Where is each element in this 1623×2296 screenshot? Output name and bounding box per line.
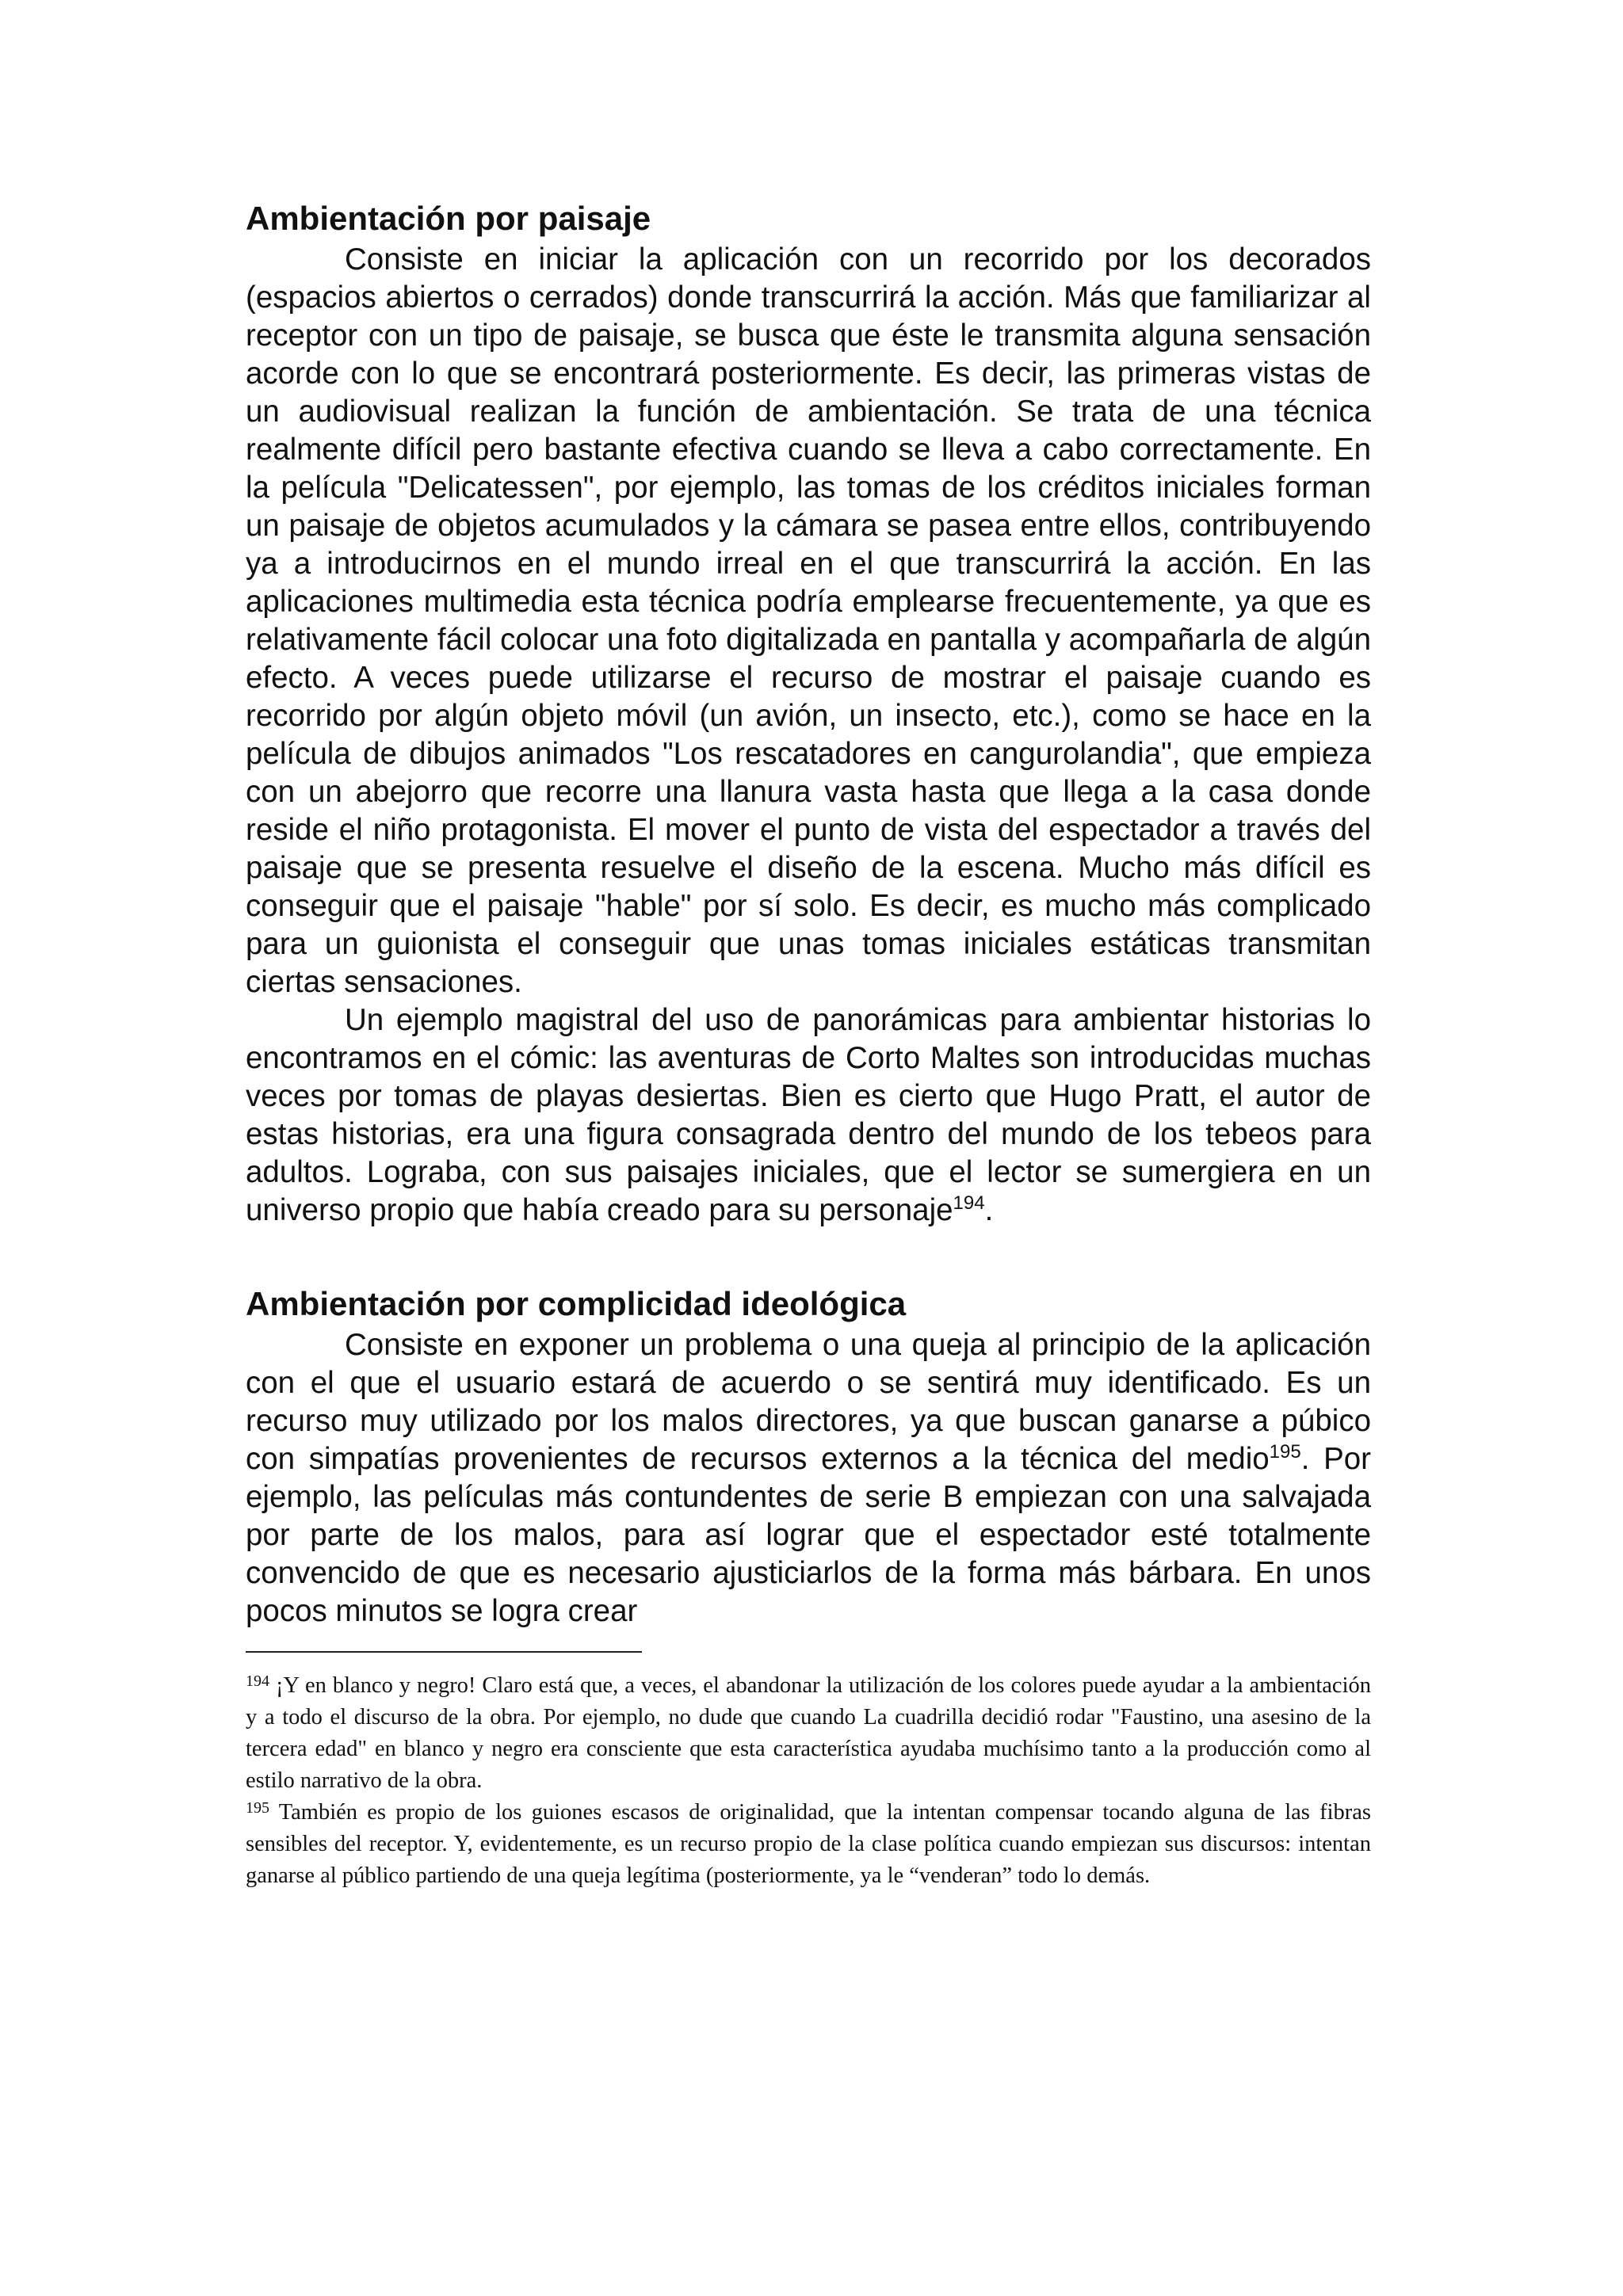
sentence-end: . bbox=[984, 1193, 994, 1227]
footnote-194 bbox=[246, 1670, 1371, 1797]
footnote-divider bbox=[246, 1651, 642, 1653]
section-heading-complicidad: Ambientación por complicidad ideológica bbox=[246, 1285, 907, 1322]
footnote-text: También es propio de los guiones escasos de originalidad, que la intentan compensar tocando alguna de las fibras sensibles del receptor. Y, evidentemente, es un recurso propio de la clase política cuando empiezan sus discursos: intentan ganarse al público partiendo de una queja legítima (posteriormente, ya le “venderan” todo lo demás. bbox=[246, 1800, 1371, 1888]
body-paragraph: Consiste en iniciar la aplicación con un recorrido por los decorados (espacios abiertos o cerrados) donde transcurrirá la acción. Más que familiarizar al receptor con un tipo de paisaje, se busca que éste le transmita alguna sensación acorde con lo que se encontrará posteriormente. Es decir, las primeras vistas de un audiovisual realizan la función de ambientación. Se trata de una técnica realmente difícil pero bastante efectiva cuando se lleva a cabo correctamente. En la película "Delicatessen", por ejemplo, las tomas de los créditos iniciales forman un paisaje de objetos acumulados y la cámara se pasea entre ellos, contribuyendo ya a introducirnos en el mundo irreal en el que transcurrirá la acción. En las aplicaciones multimedia esta técnica podría emplearse frecuentemente, ya que es relativamente fácil colocar una foto digitalizada en pantalla y acompañarla de algún efecto. A veces puede utilizarse el recurso de mostrar el paisaje cuando es recorrido por algún objeto móvil (un avión, un insecto, etc.), como se hace en la película de dibujos animados "Los rescatadores en cangurolandia", que empieza con un abejorro que recorre una llanura vasta hasta que llega a la casa donde reside el niño protagonista. El mover el punto de vista del espectador a través del paisaje que se presenta resuelve el diseño de la escena. Mucho más difícil es conseguir que el paisaje "hable" por sí solo. Es decir, es mucho más complicado para un guionista el conseguir que unas tomas iniciales estáticas transmitan ciertas sensaciones. bbox=[246, 242, 1371, 999]
footnotes bbox=[246, 1670, 1371, 1892]
body-paragraph-text: . Por ejemplo, las películas más contundentes de serie B empiezan con una salvajada por parte de los malos, para así lograr que el espectador esté totalmente convencido de que es necesario ajusticiarlos de la forma más bárbara. En unos pocos minutos se logra crear bbox=[246, 1442, 1371, 1628]
footnote-195 bbox=[246, 1797, 1371, 1892]
footnote-number: 194 bbox=[246, 1672, 269, 1690]
section-heading-paisaje: Ambientación por paisaje bbox=[246, 200, 651, 237]
document-page bbox=[246, 190, 1371, 1892]
body-paragraph bbox=[246, 1326, 1371, 1630]
footnote-ref-194[interactable]: 194 bbox=[953, 1192, 985, 1214]
footnote-ref-195[interactable]: 195 bbox=[1269, 1441, 1301, 1463]
footnote-number: 195 bbox=[246, 1799, 269, 1817]
body-paragraph-text: Un ejemplo magistral del uso de panorámicas para ambientar historias lo encontramos en el cómic: las aventuras de Corto Maltes son introducidas muchas veces por tomas de playas desiertas. Bien es cierto que Hugo Pratt, el autor de estas historias, era una figura consagrada dentro del mundo de los tebeos para adultos. Lograba, con sus paisajes iniciales, que el lector se sumergiera en un universo propio que había creado para su personaje bbox=[246, 1003, 1371, 1227]
body-paragraph bbox=[246, 1001, 1371, 1230]
footnote-text: ¡Y en blanco y negro! Claro está que, a veces, el abandonar la utilización de los colores puede ayudar a la ambientación y a todo el discurso de la obra. Por ejemplo, no dude que cuando La cuadrilla decidió rodar "Faustino, una asesino de la tercera edad" en blanco y negro era consciente que esta característica ayudaba muchísimo tanto a la producción como al estilo narrativo de la obra. bbox=[246, 1673, 1371, 1793]
body-paragraph-text: Consiste en exponer un problema o una queja al principio de la aplicación con el que el usuario estará de acuerdo o se sentirá muy identificado. Es un recurso muy utilizado por los malos directores, ya que buscan ganarse a púbico con simpatías provenientes de recursos externos a la técnica del medio bbox=[246, 1328, 1371, 1476]
